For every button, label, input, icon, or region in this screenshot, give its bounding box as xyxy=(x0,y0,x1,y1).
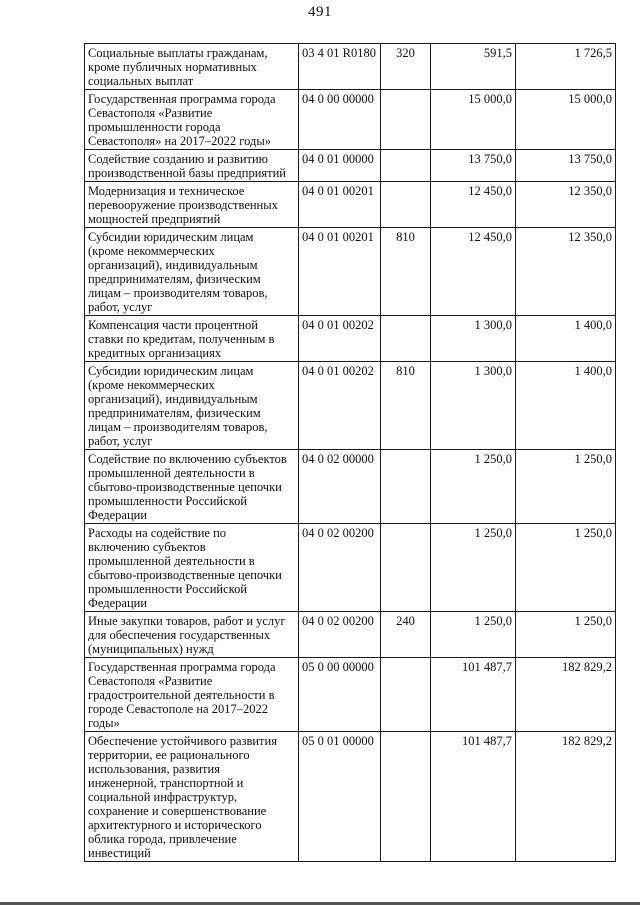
amount-year1-cell: 101 487,7 xyxy=(431,658,516,732)
expense-type-code-cell: 240 xyxy=(381,612,431,658)
amount-year1-cell: 1 300,0 xyxy=(431,316,516,362)
expense-name-cell: Обеспечение устойчивого развития территории, ее рационального использования, развития инженерной, транспортной и социальной инфраструктур, сохранение и совершенствование архитектурного и исторического облика города, привлечение инвестиций xyxy=(85,732,299,862)
target-article-code-cell: 04 0 00 00000 xyxy=(299,90,381,150)
amount-year2-cell: 12 350,0 xyxy=(516,228,616,316)
amount-year1-cell: 12 450,0 xyxy=(431,228,516,316)
amount-year2-cell: 13 750,0 xyxy=(516,150,616,182)
expense-name-cell: Иные закупки товаров, работ и услуг для обеспечения государственных (муниципальных) нужд xyxy=(85,612,299,658)
table-row xyxy=(85,182,616,228)
amount-year1-cell: 1 250,0 xyxy=(431,450,516,524)
budget-table xyxy=(84,43,616,862)
expense-name-cell: Государственная программа города Севастополя «Развитие градостроительной деятельности в городе Севастополе на 2017–2022 годы» xyxy=(85,658,299,732)
expense-type-code-cell xyxy=(381,524,431,612)
table-row xyxy=(85,44,616,90)
target-article-code-cell: 04 0 02 00000 xyxy=(299,450,381,524)
amount-year2-cell: 1 250,0 xyxy=(516,450,616,524)
target-article-code-cell: 05 0 01 00000 xyxy=(299,732,381,862)
amount-year2-cell: 1 400,0 xyxy=(516,362,616,450)
amount-year1-cell: 13 750,0 xyxy=(431,150,516,182)
table-row xyxy=(85,612,616,658)
expense-name-cell: Компенсация части процентной ставки по кредитам, полученным в кредитных организациях xyxy=(85,316,299,362)
target-article-code-cell: 04 0 01 00201 xyxy=(299,228,381,316)
expense-type-code-cell: 810 xyxy=(381,228,431,316)
expense-name-cell: Социальные выплаты гражданам, кроме публичных нормативных социальных выплат xyxy=(85,44,299,90)
target-article-code-cell: 04 0 01 00000 xyxy=(299,150,381,182)
expense-name-cell: Субсидии юридическим лицам (кроме некоммерческих организаций), индивидуальным предпринимателям, физическим лицам – производителям товаров, работ, услуг xyxy=(85,362,299,450)
amount-year2-cell: 1 250,0 xyxy=(516,612,616,658)
expense-type-code-cell xyxy=(381,658,431,732)
expense-type-code-cell xyxy=(381,450,431,524)
expense-name-cell: Субсидии юридическим лицам (кроме некоммерческих организаций), индивидуальным предпринимателям, физическим лицам – производителям товаров, работ, услуг xyxy=(85,228,299,316)
amount-year2-cell: 15 000,0 xyxy=(516,90,616,150)
amount-year1-cell: 1 300,0 xyxy=(431,362,516,450)
amount-year2-cell: 1 250,0 xyxy=(516,524,616,612)
amount-year2-cell: 1 400,0 xyxy=(516,316,616,362)
expense-type-code-cell xyxy=(381,150,431,182)
amount-year1-cell: 591,5 xyxy=(431,44,516,90)
amount-year1-cell: 12 450,0 xyxy=(431,182,516,228)
table-row xyxy=(85,362,616,450)
expense-type-code-cell xyxy=(381,90,431,150)
amount-year1-cell: 101 487,7 xyxy=(431,732,516,862)
amount-year2-cell: 182 829,2 xyxy=(516,658,616,732)
amount-year2-cell: 1 726,5 xyxy=(516,44,616,90)
expense-type-code-cell xyxy=(381,316,431,362)
target-article-code-cell: 04 0 02 00200 xyxy=(299,612,381,658)
page-number: 491 xyxy=(308,4,332,20)
expense-type-code-cell xyxy=(381,182,431,228)
table-row xyxy=(85,524,616,612)
amount-year1-cell: 15 000,0 xyxy=(431,90,516,150)
amount-year1-cell: 1 250,0 xyxy=(431,524,516,612)
table-row xyxy=(85,658,616,732)
expense-type-code-cell: 320 xyxy=(381,44,431,90)
expense-type-code-cell xyxy=(381,732,431,862)
table-row xyxy=(85,90,616,150)
table-row xyxy=(85,228,616,316)
target-article-code-cell: 03 4 01 R0180 xyxy=(299,44,381,90)
amount-year1-cell: 1 250,0 xyxy=(431,612,516,658)
table-row xyxy=(85,316,616,362)
target-article-code-cell: 04 0 01 00202 xyxy=(299,316,381,362)
table-row xyxy=(85,150,616,182)
expense-type-code-cell: 810 xyxy=(381,362,431,450)
expense-name-cell: Государственная программа города Севастополя «Развитие промышленности города Севастополя» на 2017–2022 годы» xyxy=(85,90,299,150)
target-article-code-cell: 04 0 01 00201 xyxy=(299,182,381,228)
amount-year2-cell: 182 829,2 xyxy=(516,732,616,862)
target-article-code-cell: 04 0 01 00202 xyxy=(299,362,381,450)
table-row xyxy=(85,450,616,524)
target-article-code-cell: 04 0 02 00200 xyxy=(299,524,381,612)
amount-year2-cell: 12 350,0 xyxy=(516,182,616,228)
expense-name-cell: Расходы на содействие по включению субъектов промышленной деятельности в сбытово-производственные цепочки промышленности Российской Федерации xyxy=(85,524,299,612)
table-row xyxy=(85,732,616,862)
target-article-code-cell: 05 0 00 00000 xyxy=(299,658,381,732)
expense-name-cell: Модернизация и техническое перевооружение производственных мощностей предприятий xyxy=(85,182,299,228)
expense-name-cell: Содействие созданию и развитию производственной базы предприятий xyxy=(85,150,299,182)
expense-name-cell: Содействие по включению субъектов промышленной деятельности в сбытово-производственные цепочки промышленности Российской Федерации xyxy=(85,450,299,524)
